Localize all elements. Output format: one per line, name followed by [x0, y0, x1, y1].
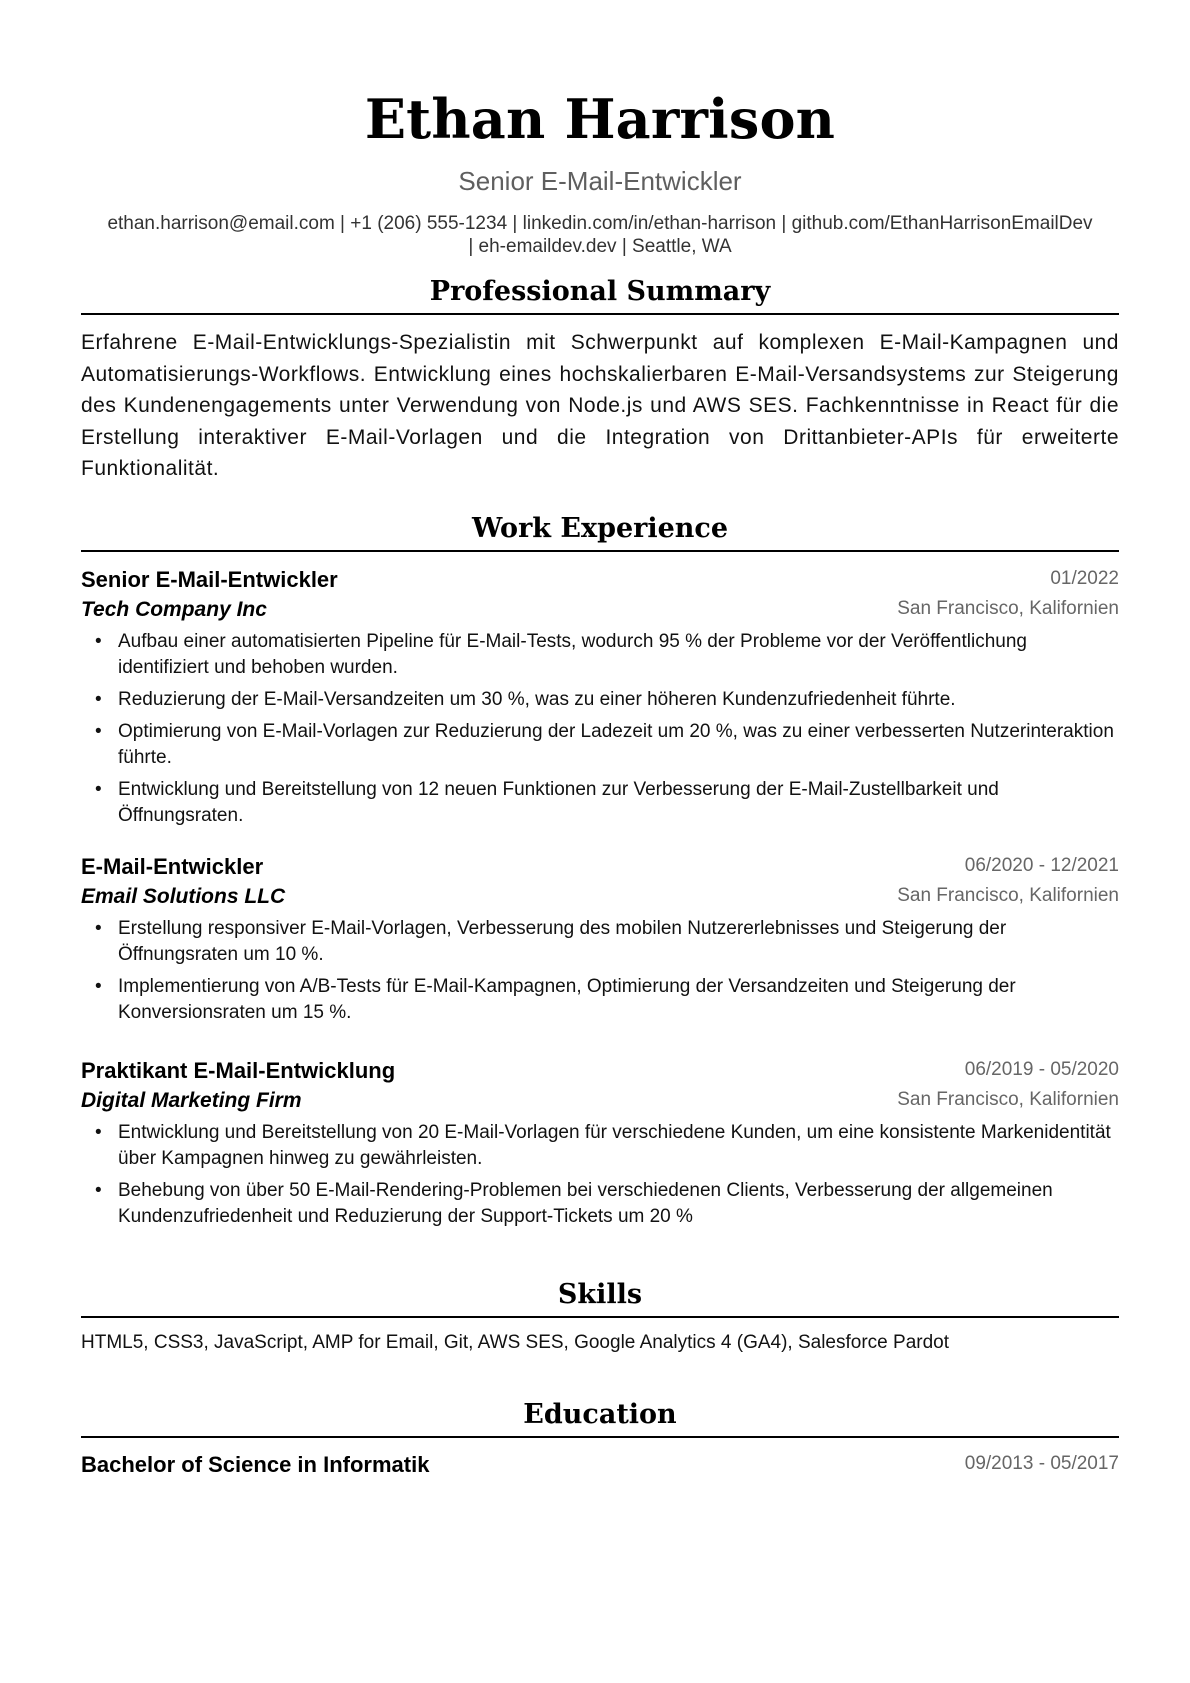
summary-divider [81, 313, 1119, 315]
job-date: 01/2022 [1050, 568, 1119, 589]
contact-info [81, 212, 1119, 258]
job-subheader [81, 883, 1119, 913]
job-role: E-Mail-Entwickler [81, 854, 264, 879]
experience-divider [81, 550, 1119, 552]
job-bullets [81, 1120, 1119, 1236]
job-entry [81, 853, 1119, 913]
job-bullet: • Reduzierung der E-Mail-Versandzeiten um 30 %, was zu einer höheren Kundenzufriedenheit führte. [81, 687, 1119, 713]
job-role: Senior E-Mail-Entwickler [81, 567, 338, 592]
skills-divider [81, 1316, 1119, 1318]
skills-list: HTML5, CSS3, JavaScript, AMP for Email, Git, AWS SES, Google Analytics 4 (GA4), Salesforce Pardot [81, 1332, 949, 1353]
job-location: San Francisco, Kalifornien [897, 1089, 1119, 1110]
education-date: 09/2013 - 05/2017 [964, 1453, 1119, 1474]
job-bullet: • Implementierung von A/B-Tests für E-Mail-Kampagnen, Optimierung der Versandzeiten und Steigerung der Konversionsraten um 15 %. [81, 974, 1119, 1026]
contact-line-1: ethan.harrison@email.com | +1 (206) 555-1234 | linkedin.com/in/ethan-harrison | github.com/EthanHarrisonEmailDev [107, 213, 1093, 234]
contact-line-2: | eh-emaildev.dev | Seattle, WA [468, 236, 732, 257]
job-bullets [81, 916, 1119, 1032]
candidate-name: Ethan Harrison [364, 87, 836, 151]
job-bullet: • Optimierung von E-Mail-Vorlagen zur Reduzierung der Ladezeit um 20 %, was zu einer verbesserten Nutzerinteraktion führte. [81, 719, 1119, 771]
skills-heading: Skills [557, 1279, 643, 1310]
job-role: Praktikant E-Mail-Entwicklung [81, 1058, 396, 1083]
education-degree: Bachelor of Science in Informatik [81, 1452, 430, 1477]
job-bullet: • Aufbau einer automatisierten Pipeline für E-Mail-Tests, wodurch 95 % der Probleme vor der Veröffentlichung identifiziert und behoben wurden. [81, 629, 1119, 681]
job-bullet: • Behebung von über 50 E-Mail-Rendering-Problemen bei verschiedenen Clients, Verbesserung der allgemeinen Kundenzufriedenheit und Reduzierung der Support-Tickets um 20 % [81, 1178, 1119, 1230]
candidate-title: Senior E-Mail-Entwickler [458, 166, 742, 196]
job-company: Digital Marketing Firm [81, 1089, 302, 1112]
summary-text: Erfahrene E-Mail-Entwicklungs-Spezialistin mit Schwerpunkt auf komplexen E-Mail-Kampagnen und Automatisierungs-Workflows. Entwicklung eines hochskalierbaren E-Mail-Versandsystems zur Steigerung des Kundenengagements unter Verwendung von Node.js und AWS SES. Fachkenntnisse in React für die Erstellung interaktiver E-Mail-Vorlagen und die Integration von Drittanbieter-APIs für erweiterte Funktionalität. [81, 331, 1119, 480]
job-date: 06/2020 - 12/2021 [964, 855, 1119, 876]
job-bullet: • Entwicklung und Bereitstellung von 12 neuen Funktionen zur Verbesserung der E-Mail-Zustellbarkeit und Öffnungsraten. [81, 777, 1119, 829]
job-company: Tech Company Inc [81, 598, 267, 621]
job-date: 06/2019 - 05/2020 [964, 1059, 1119, 1080]
job-entry [81, 566, 1119, 626]
job-subheader [81, 596, 1119, 626]
education-entry [81, 1451, 1119, 1481]
education-header [81, 1451, 1119, 1481]
education-divider [81, 1436, 1119, 1438]
job-header [81, 853, 1119, 883]
job-subheader [81, 1087, 1119, 1117]
job-company: Email Solutions LLC [81, 885, 286, 908]
job-header [81, 1057, 1119, 1087]
job-bullets [81, 629, 1119, 835]
experience-heading: Work Experience [471, 513, 729, 544]
job-header [81, 566, 1119, 596]
job-bullet: • Erstellung responsiver E-Mail-Vorlagen, Verbesserung des mobilen Nutzererlebnisses und Steigerung der Öffnungsraten um 10 %. [81, 916, 1119, 968]
summary-heading: Professional Summary [429, 276, 771, 307]
job-bullet: • Entwicklung und Bereitstellung von 20 E-Mail-Vorlagen für verschiedene Kunden, um eine konsistente Markenidentität über Kampagnen hinweg zu gewährleisten. [81, 1120, 1119, 1172]
job-location: San Francisco, Kalifornien [897, 598, 1119, 619]
job-entry [81, 1057, 1119, 1117]
job-location: San Francisco, Kalifornien [897, 885, 1119, 906]
education-heading: Education [523, 1399, 677, 1430]
